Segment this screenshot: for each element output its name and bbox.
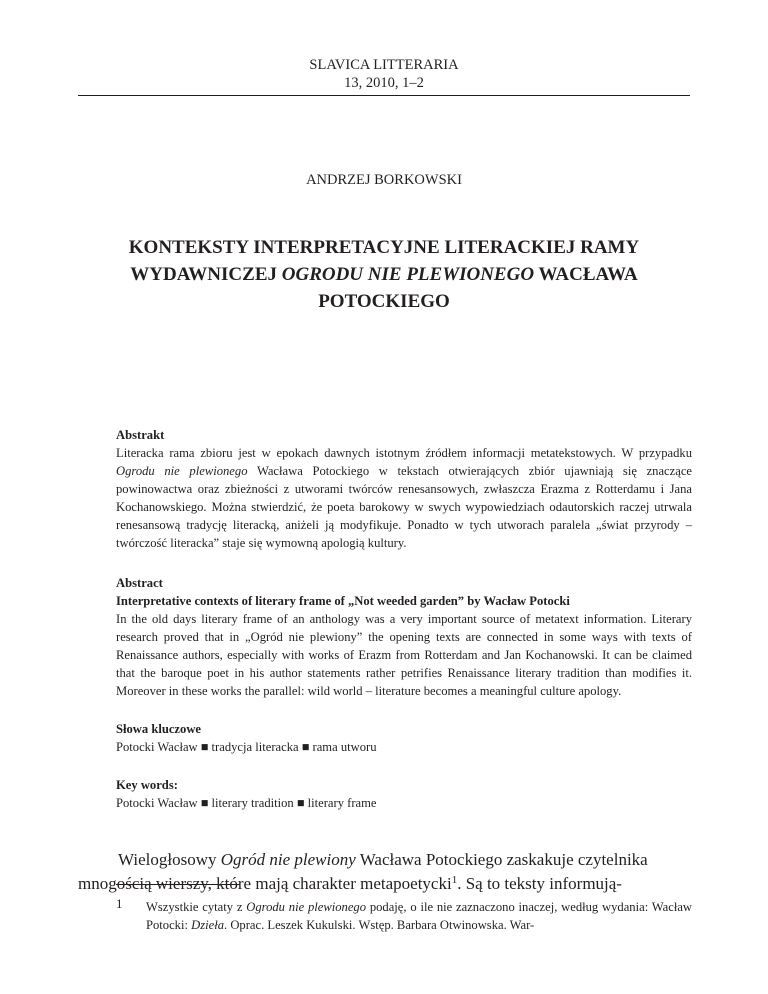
footnote-italic-2: Dzieła [191, 918, 225, 932]
body-italic: Ogród nie plewiony [220, 850, 356, 869]
header-divider [78, 95, 690, 96]
keywords-en-section [116, 776, 692, 812]
footnote-italic-1: Ogrodu nie plewionego [246, 900, 367, 914]
abstract-section [116, 574, 692, 700]
journal-name: SLAVICA LITTERARIA [309, 57, 459, 73]
abstrakt-heading: Abstrakt [116, 428, 165, 442]
footnote-text-3: . Oprac. Leszek Kukulski. Wstęp. Barbara Otwinowska. War- [224, 918, 535, 932]
footnote-text-2: podaję, o ile nie zaznaczono inaczej, według wydania: Wacław Potocki: [146, 900, 693, 932]
keywords-pl-section [116, 720, 692, 756]
body-text-2: Wacława Potockiego zaskakuje czytelnika mnogością wierszy, które mają charakter metapoetycki [78, 850, 648, 893]
abstrakt-italic: Ogrodu nie plewionego [116, 464, 248, 478]
abstrakt-text-2: Wacława Potockiego w tekstach otwierających zbiór ujawniają się znaczące powinowactwa oraz zbieżności z utworami twórców renesansowych, zwłaszcza Erazma z Rotterdamu i Jana Kochanowskiego. Można stwierdzić, że poeta barokowy w swych wypowiedziach odautorskich raczej utrwala renesansową tradycję literacką, aniżeli ją modyfikuje. Ponadto w tych utworach paralela „świat przyrody – twórczość literacka” staje się wymowną apologią kultury. [116, 464, 692, 550]
abstract-subheading: Interpretative contexts of literary frame of „Not weeded garden” by Wacław Potocki [116, 594, 570, 608]
article-title [100, 234, 668, 315]
body-text-1: Wielogłosowy [118, 850, 217, 869]
footnote-divider [116, 884, 240, 885]
title-part-2: WACŁAWA POTOCKIEGO [318, 264, 638, 312]
body-paragraph [78, 848, 690, 896]
keywords-pl-text: Potocki Wacław ■ tradycja literacka ■ rama utworu [116, 740, 377, 754]
abstrakt-text-1: Literacka rama zbioru jest w epokach dawnych istotnym źródłem informacji metatekstowych. W przypadku [116, 446, 692, 460]
abstrakt-section [116, 426, 692, 552]
footnote-text [146, 898, 692, 934]
title-part-1: KONTEKSTY INTERPRETACYJNE LITERACKIEJ RAMY WYDAWNICZEJ [128, 237, 640, 285]
keywords-en-text: Potocki Wacław ■ literary tradition ■ literary frame [116, 796, 377, 810]
abstract-text: In the old days literary frame of an anthology was a very important source of metatext information. Literary research proved that in „Ogród nie plewiony” the opening texts are connected in some ways with texts of Renaissance authors, especially with works of Erazm from Rotterdam and Jan Kochanowski. It can be claimed that the baroque poet in his author statements rather petrifies Renaissance literary tradition than modifies it. Moreover in these works the parallel: wild world – literature becomes a meaningful culture apology. [116, 612, 692, 698]
keywords-en-heading: Key words: [116, 778, 178, 792]
keywords-pl-heading: Słowa kluczowe [116, 722, 202, 736]
journal-issue: 13, 2010, 1–2 [344, 75, 424, 91]
footnote-reference[interactable]: 1 [451, 874, 458, 886]
title-italic: OGRODU NIE PLEWIONEGO [281, 264, 535, 285]
body-text-3: . Są to teksty informują- [457, 874, 622, 893]
footnote-text-1: Wszystkie cytaty z [146, 900, 243, 914]
footnote-marker: 1 [116, 896, 123, 911]
author-name: ANDRZEJ BORKOWSKI [306, 172, 462, 188]
abstract-heading: Abstract [116, 576, 163, 590]
